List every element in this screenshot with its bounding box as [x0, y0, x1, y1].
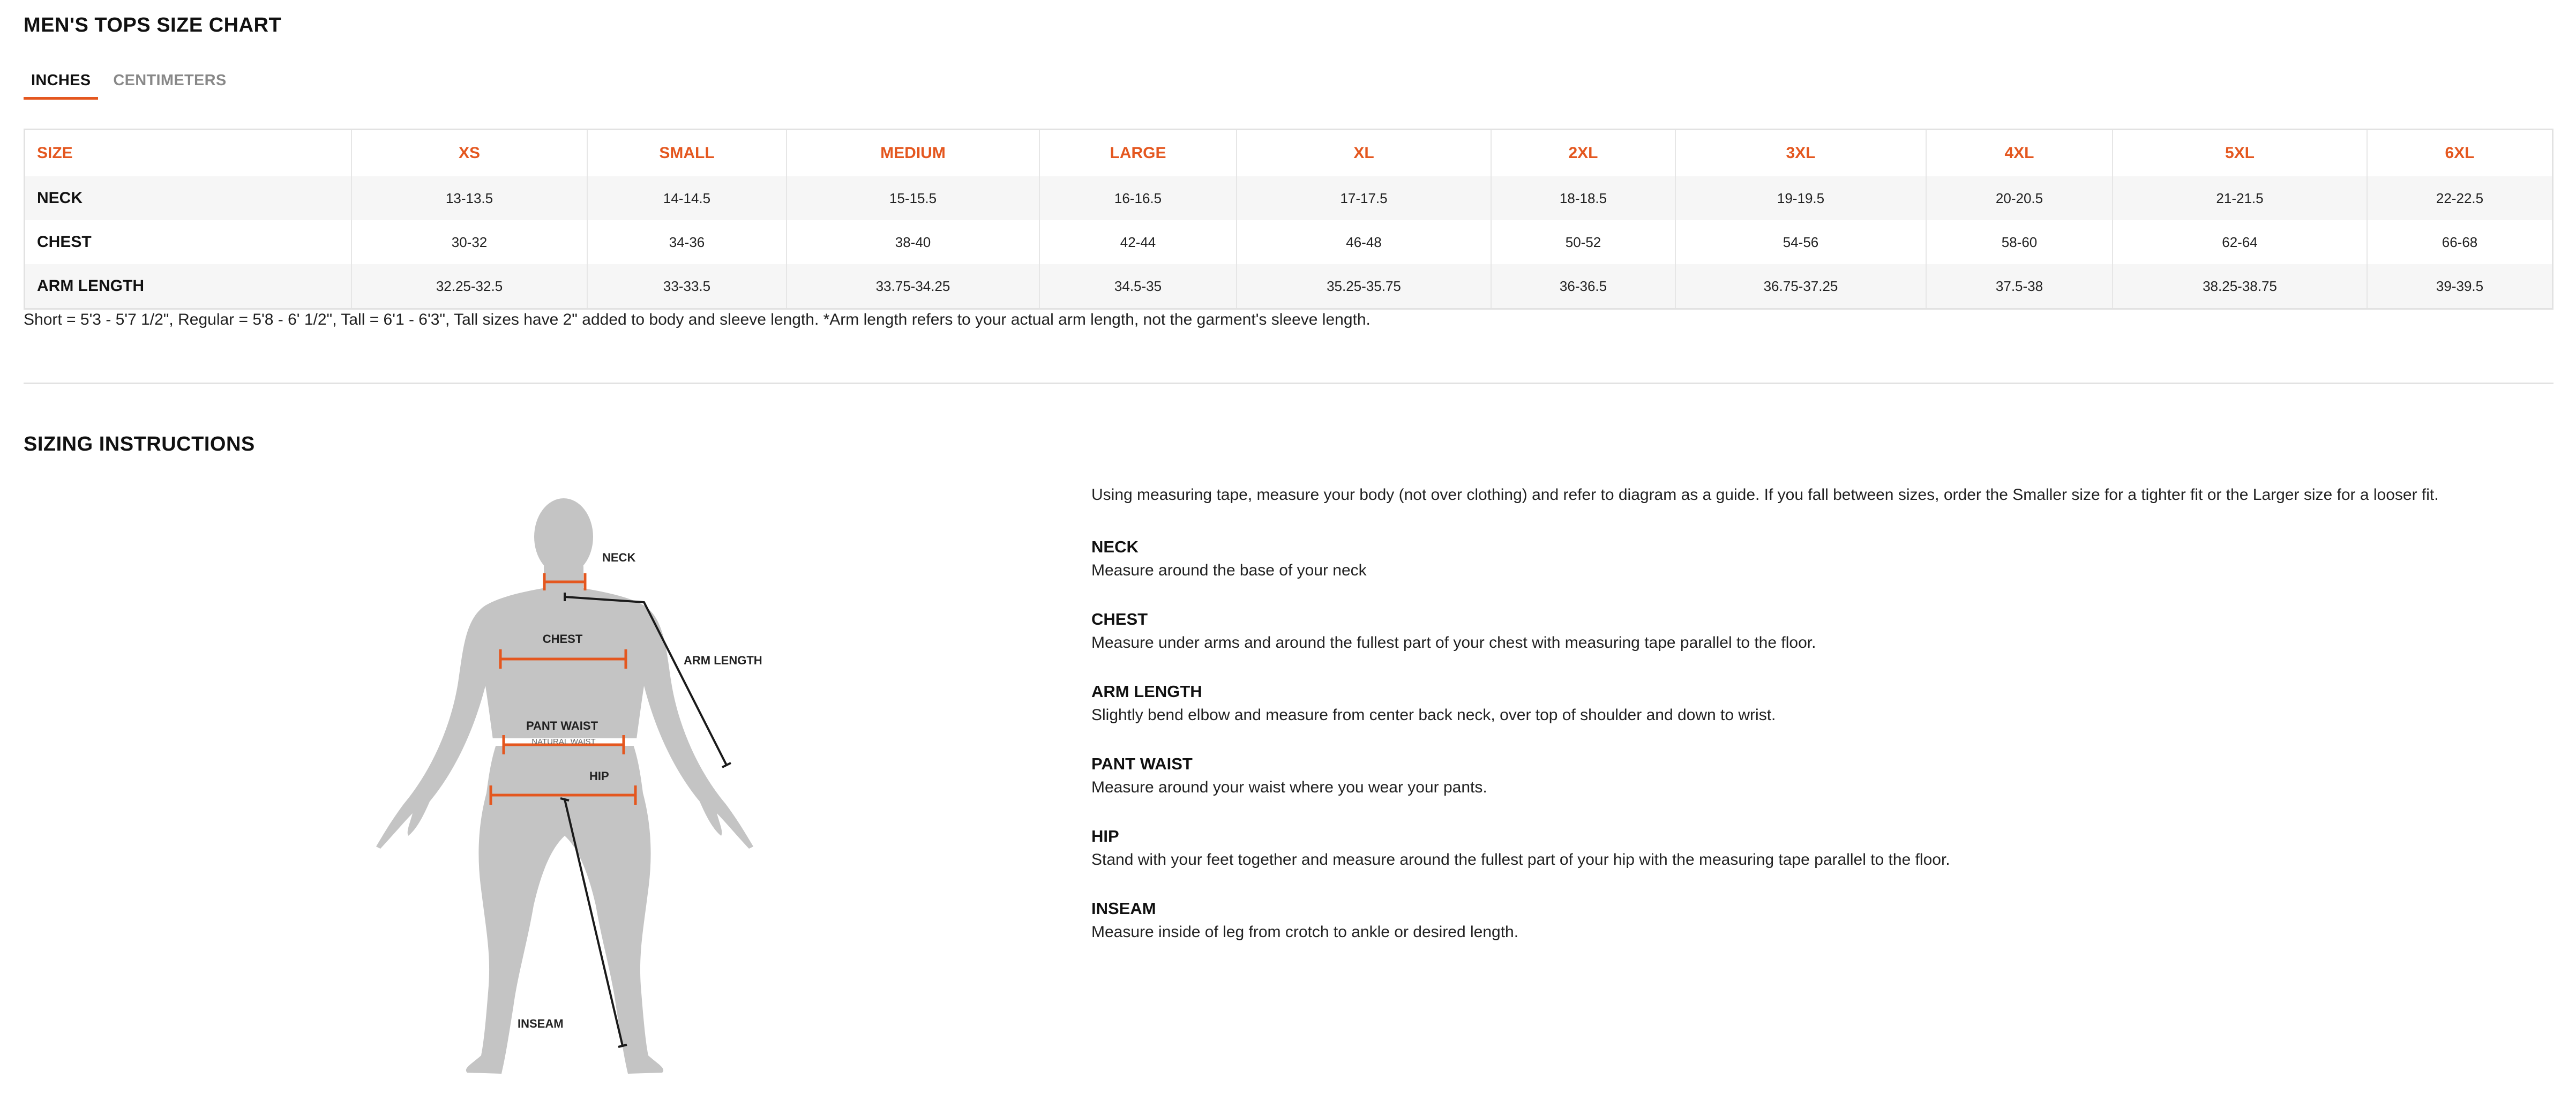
page-title: MEN'S TOPS SIZE CHART [24, 14, 282, 36]
instruction-title: PANT WAIST [1091, 754, 1193, 773]
sizing-instructions [1091, 482, 2549, 969]
diagram-label-inseam: INSEAM [518, 1017, 564, 1030]
table-cell: 36.75-37.25 [1675, 264, 1926, 308]
table-cell: 33.75-34.25 [787, 264, 1039, 308]
diagram-label-neck: NECK [602, 551, 636, 564]
instruction-inseam [1091, 897, 2549, 944]
section-title: SIZING INSTRUCTIONS [24, 433, 255, 455]
table-row-arm-length [25, 264, 2552, 308]
table-cell: 66-68 [2442, 234, 2478, 250]
instruction-neck [1091, 535, 2549, 582]
table-cell: 34-36 [587, 220, 787, 264]
fit-note: Short = 5'3 - 5'7 1/2", Regular = 5'8 - 6' 1/2", Tall = 6'1 - 6'3", Tall sizes have 2" added to body and sleeve length. *Arm length refers to your actual arm length, not the garment's sleeve length. [24, 311, 1371, 328]
table-cell: 62-64 [2113, 220, 2367, 264]
table-cell: 35.25-35.75 [1237, 264, 1491, 308]
column-header: SMALL [587, 130, 787, 176]
column-header: 4XL [1926, 130, 2113, 176]
table-cell: 30-32 [351, 220, 587, 264]
table-cell: 34.5-35 [1039, 264, 1237, 308]
table-cell: 16-16.5 [1039, 176, 1237, 220]
table-cell: 54-56 [1675, 220, 1926, 264]
body-measurement-diagram [345, 482, 774, 1093]
instruction-pant-waist [1091, 752, 2549, 799]
tab-centimeters[interactable]: CENTIMETERS [113, 72, 227, 89]
column-header: MEDIUM [787, 130, 1039, 176]
body-figure-svg [345, 482, 774, 1093]
table-cell: 14-14.5 [587, 176, 787, 220]
table-cell: 36-36.5 [1491, 264, 1675, 308]
table-cell: 17-17.5 [1237, 176, 1491, 220]
table-cell: 58-60 [1926, 220, 2113, 264]
section-divider [24, 383, 2553, 384]
instruction-arm-length [1091, 680, 2549, 727]
column-header: SIZE [25, 130, 351, 176]
instruction-title: CHEST [1091, 610, 1148, 628]
instruction-text: Slightly bend elbow and measure from center back neck, over top of shoulder and down to wrist. [1091, 706, 1776, 724]
table-cell: 33-33.5 [587, 264, 787, 308]
column-header: XS [351, 130, 587, 176]
instruction-chest [1091, 608, 2549, 655]
instruction-text: Measure under arms and around the fullest part of your chest with measuring tape parallel to the floor. [1091, 634, 1816, 652]
instruction-title: ARM LENGTH [1091, 682, 1202, 701]
table-cell: 38-40 [787, 220, 1039, 264]
body-silhouette [376, 498, 753, 1074]
tab-inches[interactable]: INCHES [24, 69, 98, 100]
row-label: NECK [25, 176, 351, 220]
table-cell: 46-48 [1237, 220, 1491, 264]
table-cell: 38.25-38.75 [2113, 264, 2367, 308]
table-cell: 42-44 [1039, 220, 1237, 264]
size-chart-table [24, 129, 2553, 310]
column-header: 6XL [2445, 144, 2475, 162]
table-cell: 13-13.5 [351, 176, 587, 220]
table-cell: 32.25-32.5 [351, 264, 587, 308]
table-header-row [25, 130, 2552, 176]
table-cell: 18-18.5 [1491, 176, 1675, 220]
table-cell: 19-19.5 [1675, 176, 1926, 220]
instruction-title: HIP [1091, 827, 1119, 845]
table-cell: 20-20.5 [1926, 176, 2113, 220]
instruction-title: NECK [1091, 537, 1139, 556]
diagram-label-natural-waist: NATURAL WAIST [531, 737, 596, 746]
instruction-text: Measure inside of leg from crotch to ankle or desired length. [1091, 923, 1519, 941]
instruction-title: INSEAM [1091, 899, 1156, 918]
instruction-text: Measure around your waist where you wear your pants. [1091, 778, 1487, 796]
table-cell: 39-39.5 [2367, 264, 2552, 308]
table-cell: 22-22.5 [2367, 176, 2552, 220]
row-label: CHEST [25, 220, 351, 264]
unit-tabs [24, 69, 242, 100]
column-header: LARGE [1039, 130, 1237, 176]
table-row-chest [25, 220, 2552, 264]
column-header: 3XL [1675, 130, 1926, 176]
table-cell: 50-52 [1491, 220, 1675, 264]
table-cell: 15-15.5 [787, 176, 1039, 220]
instruction-hip [1091, 825, 2549, 872]
diagram-label-arm-length: ARM LENGTH [684, 654, 762, 667]
instruction-text: Measure around the base of your neck [1091, 562, 1367, 579]
table-cell: 21-21.5 [2113, 176, 2367, 220]
diagram-label-chest: CHEST [542, 632, 583, 646]
column-header: 2XL [1491, 130, 1675, 176]
diagram-label-hip: HIP [589, 769, 609, 783]
diagram-label-pant-waist: PANT WAIST [526, 719, 598, 732]
table-row-neck [25, 176, 2552, 220]
table-cell: 37.5-38 [1926, 264, 2113, 308]
column-header: XL [1237, 130, 1491, 176]
instructions-intro: Using measuring tape, measure your body (not over clothing) and refer to diagram as a guide. If you fall between sizes, order the Smaller size for a tighter fit or the Larger size for a looser fit. [1091, 486, 2439, 504]
row-label: ARM LENGTH [25, 264, 351, 308]
column-header: 5XL [2113, 130, 2367, 176]
instruction-text: Stand with your feet together and measure around the fullest part of your hip with the measuring tape parallel to the floor. [1091, 851, 1950, 869]
